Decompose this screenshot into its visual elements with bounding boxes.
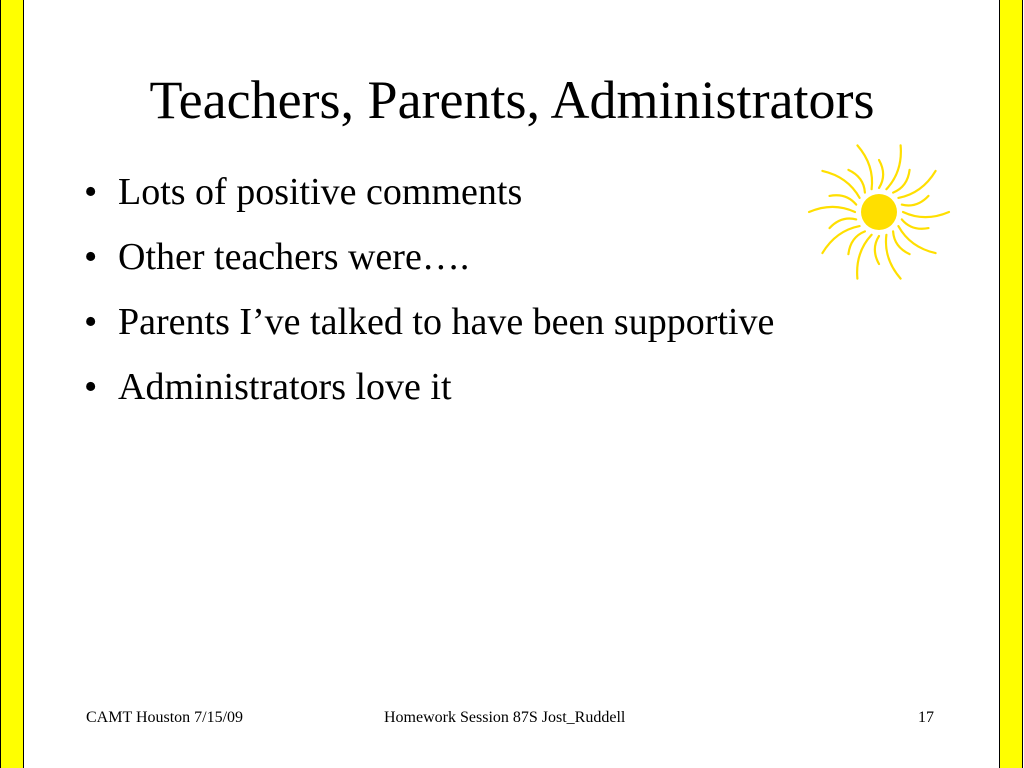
sun-ray [902, 219, 929, 228]
sun-ray [830, 195, 857, 204]
footer-session: Homework Session 87S Jost_Ruddell [384, 709, 626, 726]
left-border-bar [0, 0, 24, 768]
sun-ray [857, 145, 872, 189]
sun-ray [898, 226, 935, 253]
sun-ray [903, 212, 949, 217]
sun-ray [886, 235, 901, 279]
bullet-text: Other teachers were…. [118, 236, 470, 278]
sun-ray [875, 236, 879, 264]
bullet-list [84, 170, 774, 430]
bullet-dot: • [84, 366, 98, 408]
sun-ray [893, 231, 910, 254]
sun-ray [879, 160, 883, 188]
bullet-item [84, 365, 774, 409]
sun-ray [857, 235, 871, 279]
bullet-dot: • [84, 171, 98, 213]
footer-conference: CAMT Houston 7/15/09 [86, 709, 244, 726]
sun-ray [902, 196, 929, 206]
bullet-dot: • [84, 301, 98, 343]
bullet-dot: • [84, 236, 98, 278]
bullet-item [84, 300, 774, 344]
bullet-item [84, 235, 774, 279]
sun-ray [848, 170, 865, 193]
slide-title: Teachers, Parents, Administrators [149, 70, 875, 130]
bullet-text: Parents I’ve talked to have been supportive [118, 301, 775, 343]
right-border-bar [999, 0, 1023, 768]
footer-page-number: 17 [918, 709, 934, 726]
sun-ray [886, 145, 900, 189]
bullet-text: Lots of positive comments [118, 171, 523, 213]
sun-icon [806, 136, 952, 288]
bullet-text: Administrators love it [118, 366, 452, 408]
sun-ray [822, 171, 859, 198]
sun-ray [809, 207, 855, 212]
bullet-item [84, 170, 774, 214]
sun-ray [830, 219, 857, 229]
